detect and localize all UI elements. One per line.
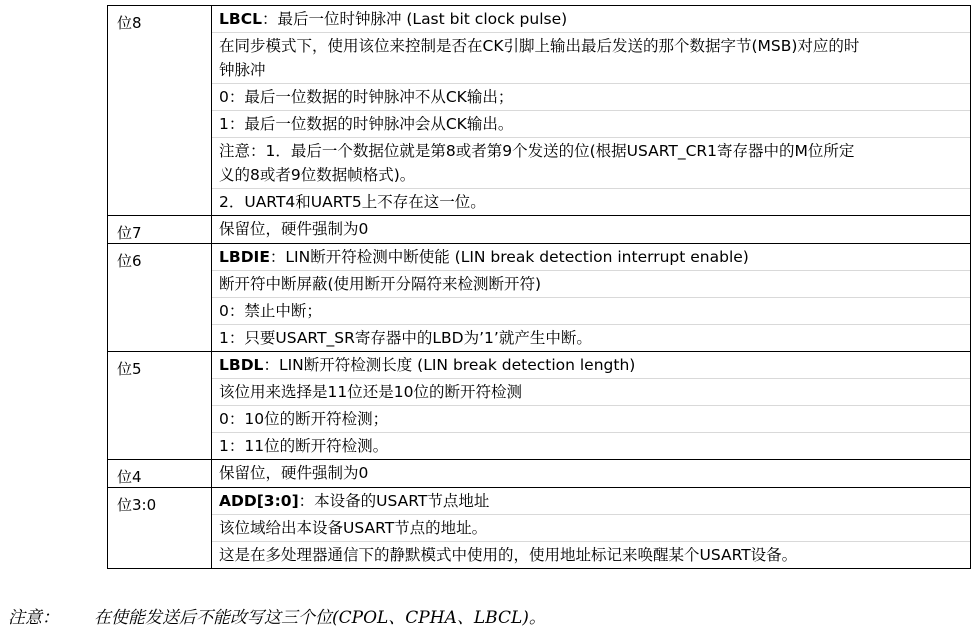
table-row	[108, 6, 971, 216]
description-line: 义的8或者9位数据帧格式)。	[219, 166, 416, 184]
description-line: 注意：1．最后一个数据位就是第8或者第9个发送的位(根据USART_CR1寄存器中的M位所定	[212, 137, 970, 164]
description-line: 1：最后一位数据的时钟脉冲会从CK输出。	[212, 110, 970, 137]
description-line: 0：10位的断开符检测；	[212, 405, 970, 432]
field-title	[212, 488, 970, 514]
field-name: LBDL	[219, 356, 264, 374]
description-line: 断开符中断屏蔽(使用断开分隔符来检测断开符)	[212, 270, 970, 297]
table-row	[108, 216, 971, 244]
table-row	[108, 244, 971, 352]
footnote-text: 在使能发送后不能改写这三个位(CPOL、CPHA、LBCL)。	[94, 608, 546, 628]
field-title-desc: ：LIN断开符检测长度 (LIN break detection length)	[263, 356, 636, 374]
bit-description	[212, 6, 971, 216]
footnote	[8, 603, 546, 628]
description-line: 该位域给出本设备USART节点的地址。	[212, 514, 970, 541]
field-title	[212, 244, 970, 270]
bit-description	[212, 488, 971, 569]
bit-label: 位8	[108, 6, 212, 216]
description-line: 钟脉冲	[219, 61, 266, 79]
bit-label: 位6	[108, 244, 212, 352]
field-name: LBCL	[219, 10, 262, 28]
description-line: 0：禁止中断；	[212, 297, 970, 324]
field-name: LBDIE	[219, 248, 270, 266]
field-title-desc: ：最后一位时钟脉冲 (Last bit clock pulse)	[261, 10, 568, 28]
table-row	[108, 488, 971, 569]
register-bit-table	[107, 5, 971, 569]
description-line: 保留位，硬件强制为0	[219, 464, 369, 482]
bit-description	[212, 460, 971, 488]
bit-description	[212, 216, 971, 244]
description-line: 在同步模式下，使用该位来控制是否在CK引脚上输出最后发送的那个数据字节(MSB)对应的时	[212, 32, 970, 59]
field-title	[212, 352, 970, 378]
description-line: 这是在多处理器通信下的静默模式中使用的，使用地址标记来唤醒某个USART设备。	[212, 541, 970, 568]
bit-description	[212, 352, 971, 460]
description-line: 1：11位的断开符检测。	[212, 432, 970, 459]
field-title-desc: ：本设备的USART节点地址	[298, 492, 490, 510]
field-name: ADD[3:0]	[219, 492, 299, 510]
footnote-label: 注意：	[8, 608, 59, 628]
description-line: 1：只要USART_SR寄存器中的LBD为’1’就产生中断。	[212, 324, 970, 351]
description-line: 保留位，硬件强制为0	[219, 220, 369, 238]
bit-label: 位4	[108, 460, 212, 488]
bit-label: 位5	[108, 352, 212, 460]
field-title-desc: ：LIN断开符检测中断使能 (LIN break detection interrupt enable)	[269, 248, 749, 266]
field-title	[212, 6, 970, 32]
description-line: 0：最后一位数据的时钟脉冲不从CK输出；	[212, 83, 970, 110]
table-row	[108, 352, 971, 460]
bit-label: 位3:0	[108, 488, 212, 569]
description-line: 该位用来选择是11位还是10位的断开符检测	[212, 378, 970, 405]
bit-description	[212, 244, 971, 352]
table-row	[108, 460, 971, 488]
description-line: 2．UART4和UART5上不存在这一位。	[212, 188, 970, 215]
bit-label: 位7	[108, 216, 212, 244]
